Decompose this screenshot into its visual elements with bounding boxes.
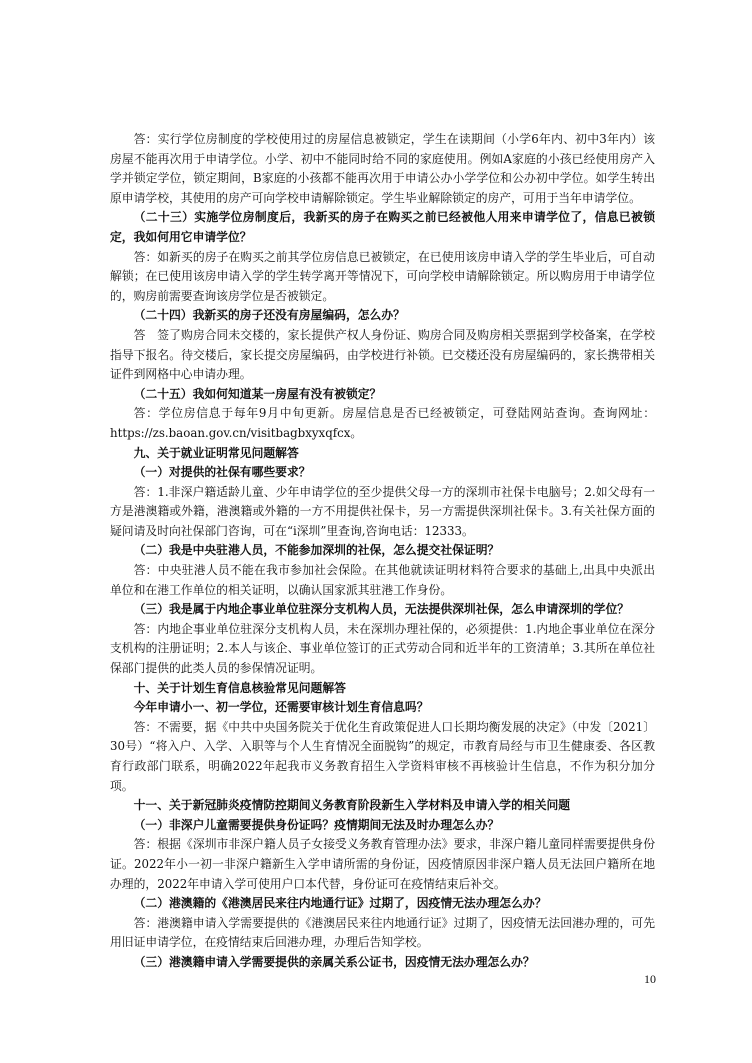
question-paragraph: （一）对提供的社保有哪些要求？ xyxy=(133,465,311,480)
document-body xyxy=(110,130,655,973)
question-paragraph: （二）港澳籍的《港澳居民来往内地通行证》过期了，因疫情无法办理怎么办？ xyxy=(133,896,547,911)
page-number: 10 xyxy=(644,972,656,986)
section-heading: 十一、关于新冠肺炎疫情防控期间义务教育阶段新生入学材料及申请入学的相关问题 xyxy=(133,798,571,813)
question-paragraph: （一）非深户儿童需要提供身份证吗？疫情期间无法及时办理怎么办？ xyxy=(133,817,500,832)
question-paragraph: （二十三）实施学位房制度后，我新买的房子在购买之前已经被他人用来申请学位了，信息已被锁定，我如何用它申请学位？ xyxy=(110,210,655,244)
answer-paragraph: 答：中央驻港人员不能在我市参加社会保险。在其他就读证明材料符合要求的基础上,出具中央派出单位和在港工作单位的相关证明，以确认国家派其驻港工作身份。 xyxy=(110,563,655,597)
question-paragraph: （二十五）我如何知道某一房屋有没有被锁定？ xyxy=(133,386,382,401)
question-paragraph: 今年申请小一、初一学位，还需要审核计划生育信息吗？ xyxy=(133,700,429,715)
answer-paragraph: 答 签了购房合同未交楼的，家长提供产权人身份证、购房合同及购房相关票据到学校备案，在学校指导下报名。待交楼后，家长提交房屋编码，由学校进行补锁。已交楼还没有房屋编码的，家长携带相关证件到网格中心申请办理。 xyxy=(110,327,655,382)
question-paragraph: （二十四）我新买的房子还没有房屋编码，怎么办？ xyxy=(133,308,405,323)
answer-paragraph: 答：1.非深户籍适龄儿童、少年申请学位的至少提供父母一方的深圳市社保卡电脑号；2.如父母有一方是港澳籍或外籍，港澳籍或外籍的一方不用提供社保卡，另一方需提供深圳社保卡。3.有关社保方面的疑问请及时向社保部门咨询，可在“i深圳”里查询,咨询电话：12333。 xyxy=(110,484,655,538)
answer-paragraph: 答：学位房信息于每年9月中旬更新。房屋信息是否已经被锁定，可登陆网站查询。查询网址：https://zs.baoan.gov.cn/visitbagbxyxqfcx。 xyxy=(110,406,655,440)
answer-paragraph: 答：根据《深圳市非深户籍人员子女接受义务教育管理办法》要求，非深户籍儿童同样需要提供身份证。2022年小一初一非深户籍新生入学申请所需的身份证，因疫情原因非深户籍人员无法回户籍所在地办理的，2022年申请入学可使用户口本代替，身份证可在疫情结束后补交。 xyxy=(110,837,655,891)
answer-paragraph: 答：不需要，据《中共中央国务院关于优化生育政策促进人口长期均衡发展的决定》（中发〔2021〕30号）“将入户、入学、入职等与个人生育情况全面脱钩”的规定，市教育局经与市卫生健康委、各区教育行政部门联系，明确2022年起我市义务教育招生入学资料审核不再核验计生信息，不作为积分加分项。 xyxy=(110,719,655,793)
question-paragraph: （三）我是属于内地企事业单位驻深分支机构人员，无法提供深圳社保，怎么申请深圳的学位？ xyxy=(133,602,630,617)
answer-paragraph: 答：港澳籍申请入学需要提供的《港澳居民来往内地通行证》过期了，因疫情无法回港办理的，可先用旧证申请学位，在疫情结束后回港办理，办理后告知学校。 xyxy=(110,915,655,950)
answer-paragraph: 答：内地企事业单位驻深分支机构人员，未在深圳办理社保的，必须提供：1.内地企事业单位在深分支机构的注册证明；2.本人与该企、事业单位签订的正式劳动合同和近半年的工资清单；3.其所在单位社保部门提供的此类人员的参保情况证明。 xyxy=(110,621,655,676)
section-heading: 九、关于就业证明常见问题解答 xyxy=(133,445,299,460)
answer-paragraph: 答：如新买的房子在购买之前其学位房信息已被锁定，在已使用该房申请入学的学生毕业后，可自动解锁；在已使用该房申请入学的学生转学离开等情况下，可向学校申请解除锁定。所以购房用于申请学位的，购房前需要查询该房学位是否被锁定。 xyxy=(110,249,655,303)
question-paragraph: （二）我是中央驻港人员，不能参加深圳的社保，怎么提交社保证明？ xyxy=(133,543,500,558)
section-heading: 十、关于计划生育信息核验常见问题解答 xyxy=(133,680,346,695)
answer-paragraph: 答：实行学位房制度的学校使用过的房屋信息被锁定，学生在读期间（小学6年内、初中3年内）该房屋不能再次用于申请学位。小学、初中不能同时给不同的家庭使用。例如A家庭的小孩已经使用房产入学并锁定学位，锁定期间，B家庭的小孩都不能再次用于申请公办小学学位和公办初中学位。如学生转出原申请学校，其使用的房产可向学校申请解除锁定。学生毕业解除锁定的房产，可用于当年申请学位。 xyxy=(110,132,655,205)
question-paragraph: （三）港澳籍申请入学需要提供的亲属关系公证书，因疫情无法办理怎么办？ xyxy=(133,954,535,969)
